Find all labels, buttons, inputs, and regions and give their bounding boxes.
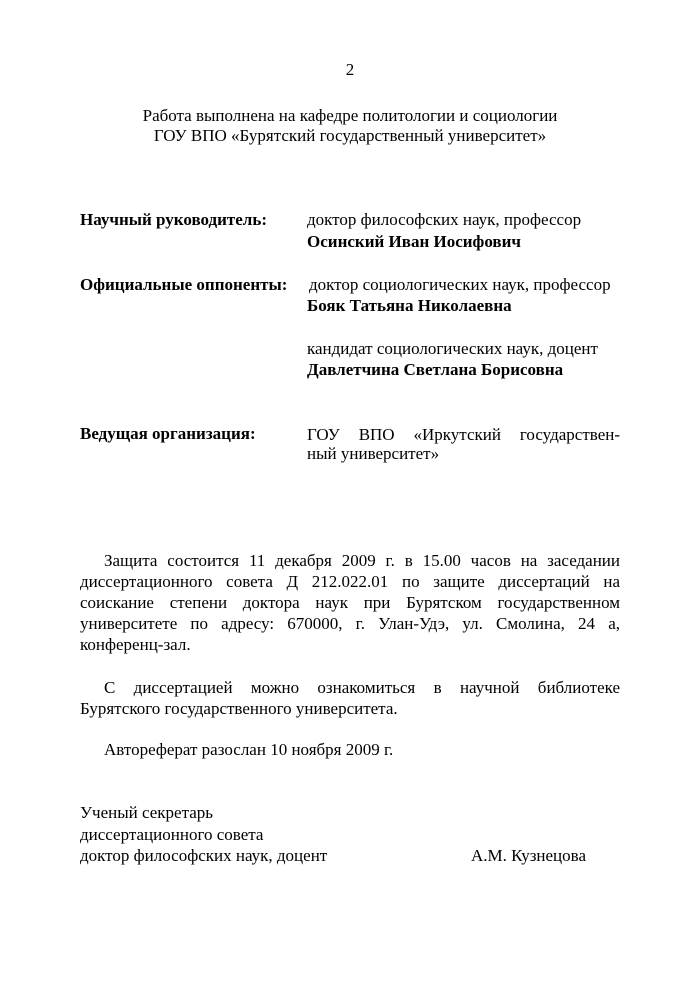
defense-line-5: конференц-зал.	[80, 635, 191, 654]
secretary-name: А.М. Кузнецова	[471, 846, 587, 865]
library-line-2: Бурятского государственного университета.	[80, 699, 398, 718]
page-number: 2	[345, 60, 355, 79]
defense-line-1: Защита состоится 11 декабря 2009 г. в 15.00 часов на заседании	[104, 551, 620, 570]
defense-line-2: диссертационного совета Д 212.022.01 по защите диссертаций на	[80, 572, 620, 591]
opponent-1-degree: доктор социологических наук, профессор	[309, 275, 611, 294]
header-line-1: Работа выполнена на кафедре политологии и социологии	[142, 106, 558, 125]
opponent-2-degree: кандидат социологических наук, доцент	[307, 339, 598, 358]
supervisor-label: Научный руководитель:	[80, 210, 267, 229]
defense-line-3: соискание степени доктора наук при Бурятском государственном	[80, 593, 620, 612]
opponent-1-name: Бояк Татьяна Николаевна	[307, 296, 512, 315]
opponent-2-name: Давлетчина Светлана Борисовна	[307, 360, 564, 379]
supervisor-name: Осинский Иван Иосифович	[307, 232, 521, 251]
supervisor-degree: доктор философских наук, профессор	[307, 210, 582, 229]
leading-org-label: Ведущая организация:	[80, 424, 256, 443]
header-line-2: ГОУ ВПО «Бурятский государственный университет»	[153, 126, 547, 145]
secretary-title-line-2: диссертационного совета	[80, 825, 264, 844]
opponents-label: Официальные оппоненты:	[80, 275, 288, 294]
dispatched-note: Автореферат разослан 10 ноября 2009 г.	[104, 740, 394, 759]
defense-line-4: университете по адресу: 670000, г. Улан-Удэ, ул. Смолина, 24 а,	[80, 614, 620, 633]
library-line-1: С диссертацией можно ознакомиться в научной библиотеке	[104, 678, 620, 697]
secretary-title-line-3: доктор философских наук, доцент	[80, 846, 328, 865]
leading-org-line-1: ГОУ ВПО «Иркутский государствен-	[307, 425, 620, 444]
secretary-title-line-1: Ученый секретарь	[80, 803, 214, 822]
leading-org-line-2: ный университет»	[307, 444, 440, 463]
